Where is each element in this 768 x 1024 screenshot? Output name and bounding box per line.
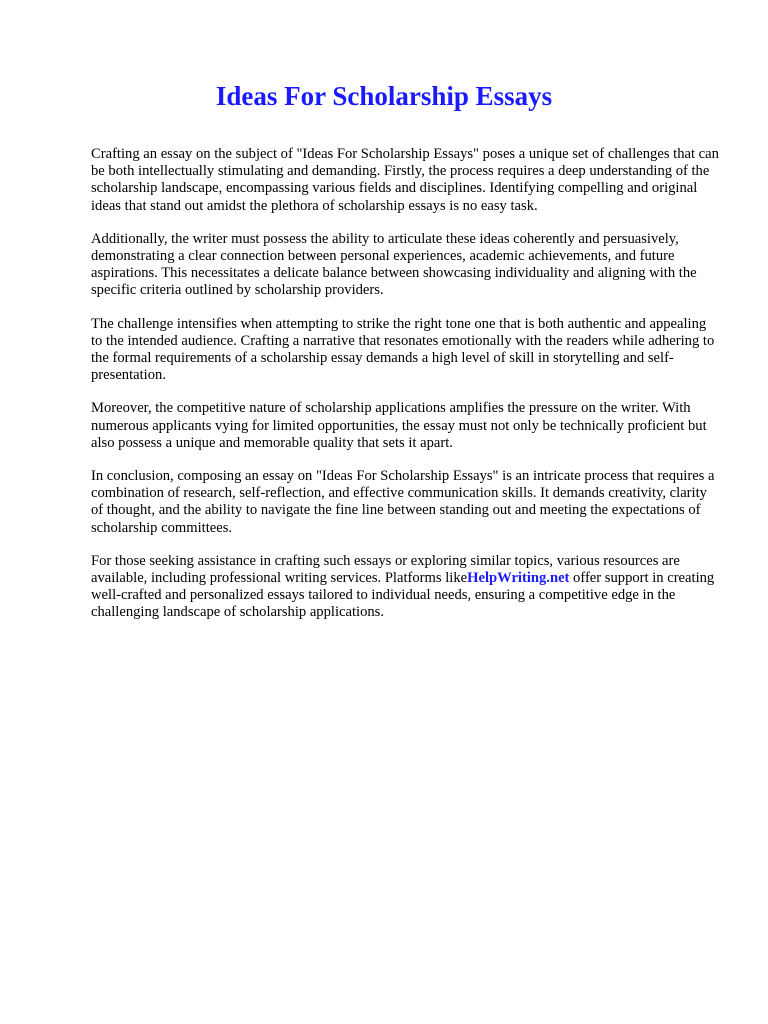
page-title: Ideas For Scholarship Essays	[215, 81, 553, 111]
paragraph-conclusion: In conclusion, composing an essay on "Ideas For Scholarship Essays" is an intricate process that requires a combination of research, self-reflection, and effective communication skills. It demands creativity, clarity of thought, and the ability to navigate the fine line between standing out and meeting the expectations of scholarship committees.	[91, 468, 715, 536]
paragraph-articulation: Additionally, the writer must possess the ability to articulate these ideas coherently and persuasively, demonstrating a clear connection between personal experiences, academic achievements, and future aspirations. This necessitates a delicate balance between showcasing individuality and aligning with the specific criteria outlined by scholarship providers.	[91, 230, 697, 299]
paragraph-tone: The challenge intensifies when attempting to strike the right tone one that is both authentic and appealing to the intended audience. Crafting a narrative that resonates emotionally with the readers while adhering to the formal requirements of a scholarship essay demands a high level of skill in storytelling and self-presentation.	[91, 315, 715, 384]
document-body	[91, 146, 721, 638]
helpwriting-link[interactable]: HelpWriting.net	[467, 570, 570, 587]
resources-text-before-link: For those seeking assistance in crafting such essays or exploring similar topics, various resources are available, including professional writing services. Platforms like	[91, 552, 680, 587]
resources-text-after-link: offer support in creating well-crafted and personalized essays tailored to individual needs, ensuring a competitive edge in the challenging landscape of scholarship applications.	[91, 570, 715, 621]
paragraph-competition: Moreover, the competitive nature of scholarship applications amplifies the pressure on the writer. With numerous applicants vying for limited opportunities, the essay must not only be technically proficient but also possess a unique and memorable quality that sets it apart.	[91, 400, 707, 451]
paragraph-intro: Crafting an essay on the subject of "Ideas For Scholarship Essays" poses a unique set of challenges that can be both intellectually stimulating and demanding. Firstly, the process requires a deep understanding of the scholarship landscape, encompassing various fields and disciplines. Identifying compelling and original ideas that stand out amidst the plethora of scholarship essays is no easy task.	[91, 146, 719, 214]
paragraph-resources	[91, 553, 721, 622]
